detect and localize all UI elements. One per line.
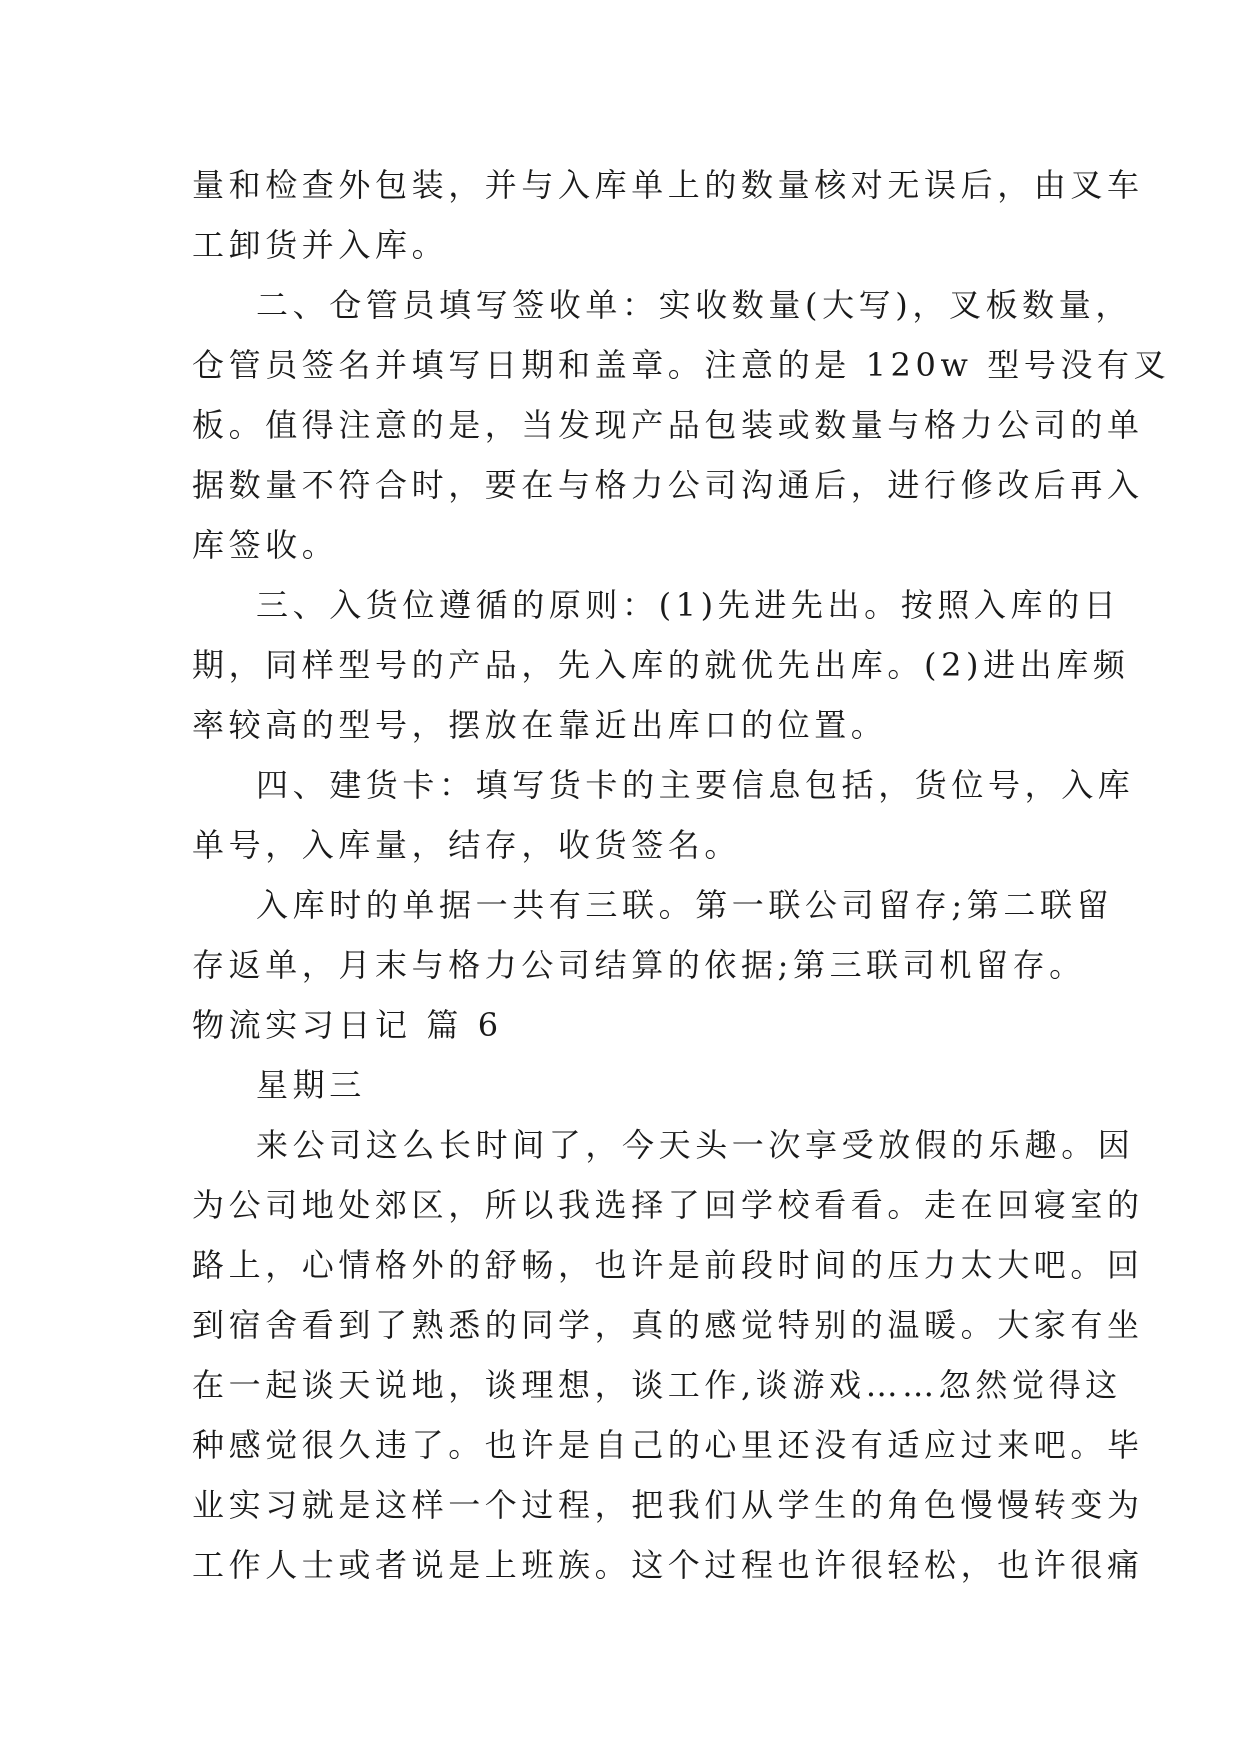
section-heading-line: 二、仓管员填写签收单：实收数量(大写)，叉板数量， xyxy=(256,286,1132,324)
body-line: 在一起谈天说地，谈理想，谈工作,谈游戏……忽然觉得这 xyxy=(192,1366,1122,1404)
body-line: 单号，入库量，结存，收货签名。 xyxy=(192,826,742,864)
body-line: 种感觉很久违了。也许是自己的心里还没有适应过来吧。毕 xyxy=(192,1426,1144,1464)
body-line: 工卸货并入库。 xyxy=(192,226,449,264)
body-line: 期，同样型号的产品，先入库的就优先出库。(2)进出库频 xyxy=(192,646,1130,684)
body-line: 路上，心情格外的舒畅，也许是前段时间的压力太大吧。回 xyxy=(192,1246,1144,1284)
section-heading-line: 四、建货卡：填写货卡的主要信息包括，货位号，入库 xyxy=(256,766,1135,804)
section-heading-line: 三、入货位遵循的原则：(1)先进先出。按照入库的日 xyxy=(256,586,1121,624)
body-line: 存返单，月末与格力公司结算的依据;第三联司机留存。 xyxy=(192,946,1086,984)
body-line: 库签收。 xyxy=(192,526,339,564)
body-line: 为公司地处郊区，所以我选择了回学校看看。走在回寝室的 xyxy=(192,1186,1144,1224)
article-title: 物流实习日记 篇 6 xyxy=(192,1006,503,1044)
body-line: 仓管员签名并填写日期和盖章。注意的是 120w 型号没有叉 xyxy=(192,346,1171,384)
body-line: 工作人士或者说是上班族。这个过程也许很轻松，也许很痛 xyxy=(192,1546,1144,1584)
body-line: 率较高的型号，摆放在靠近出库口的位置。 xyxy=(192,706,888,744)
body-line: 据数量不符合时，要在与格力公司沟通后，进行修改后再入 xyxy=(192,466,1144,504)
body-line: 入库时的单据一共有三联。第一联公司留存;第二联留 xyxy=(256,886,1114,924)
diary-weekday: 星期三 xyxy=(256,1066,366,1104)
body-line: 板。值得注意的是，当发现产品包装或数量与格力公司的单 xyxy=(192,406,1144,444)
body-line: 量和检查外包装，并与入库单上的数量核对无误后，由叉车 xyxy=(192,166,1144,204)
body-line: 来公司这么长时间了，今天头一次享受放假的乐趣。因 xyxy=(256,1126,1135,1164)
body-line: 业实习就是这样一个过程，把我们从学生的角色慢慢转变为 xyxy=(192,1486,1144,1524)
body-line: 到宿舍看到了熟悉的同学，真的感觉特别的温暖。大家有坐 xyxy=(192,1306,1144,1344)
